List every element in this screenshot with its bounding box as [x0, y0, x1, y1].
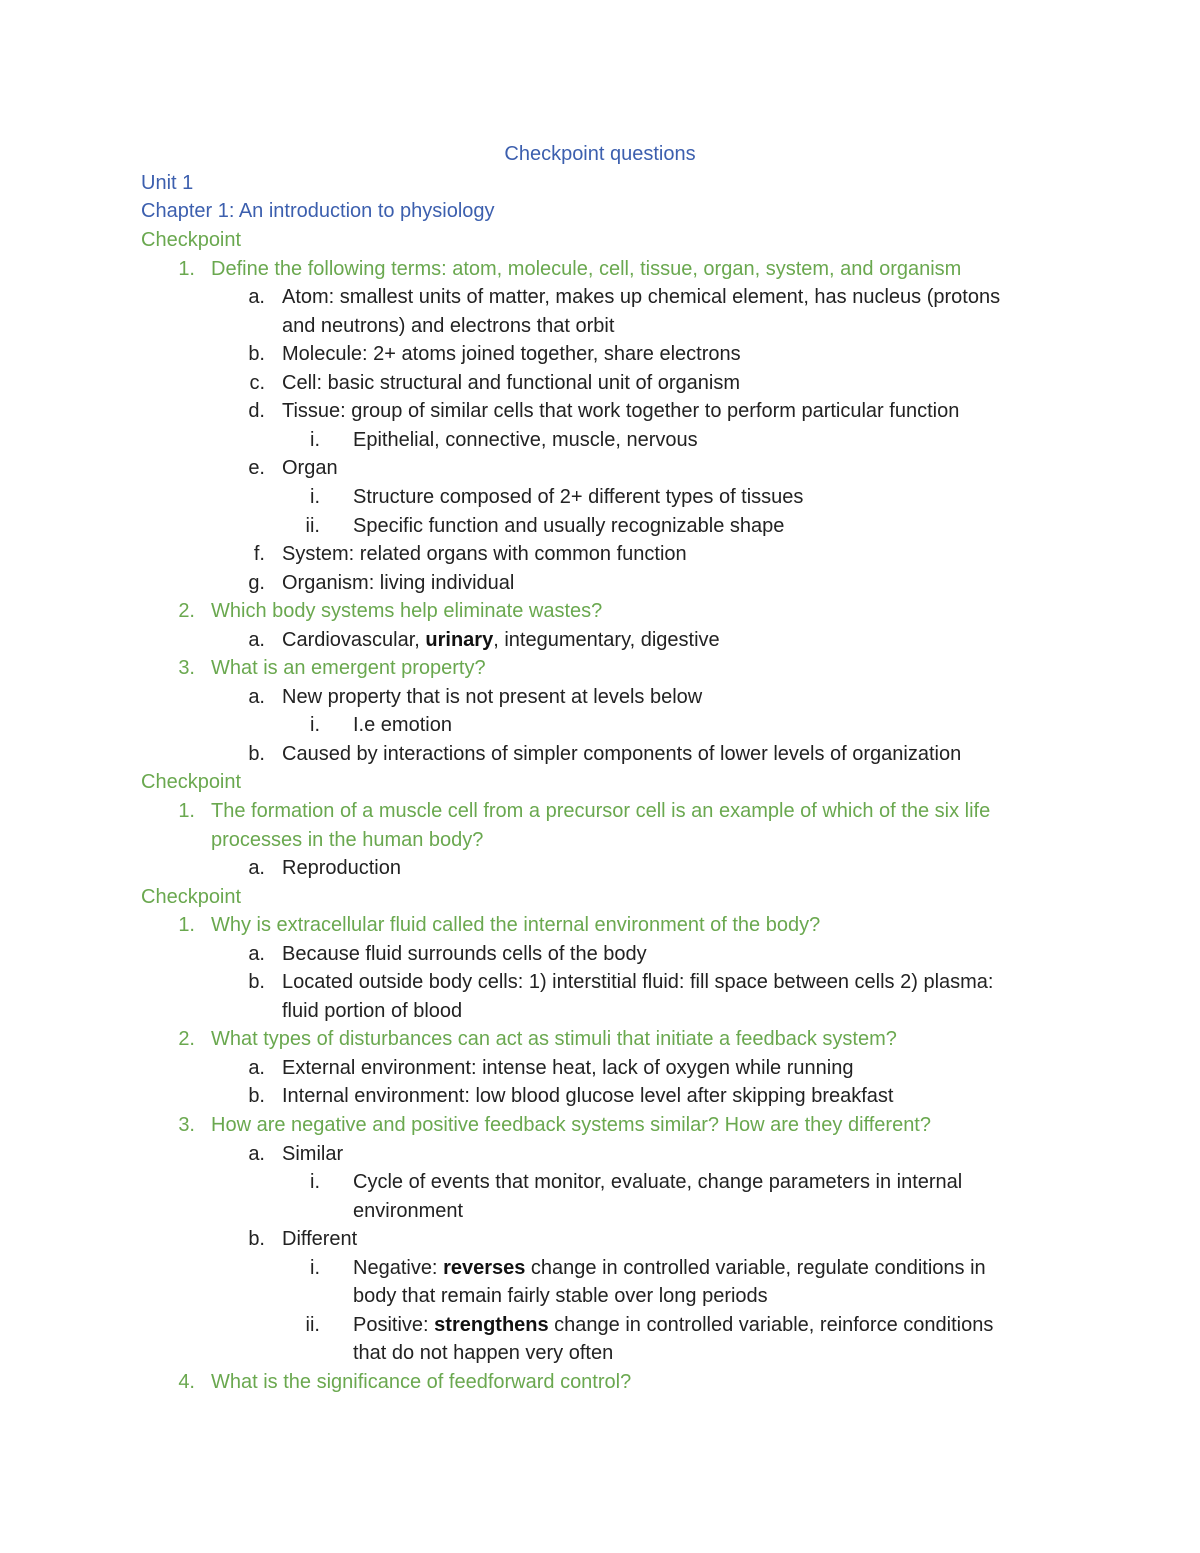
- answer-text: Organism: living individual: [282, 572, 515, 594]
- answer-text: Tissue: group of similar cells that work together to perform particular function: [282, 400, 960, 422]
- answer-text: System: related organs with common function: [282, 543, 687, 565]
- answer-marker: a.: [248, 686, 265, 708]
- sub-answer-text: I.e emotion: [353, 714, 452, 736]
- answer-text: Organ: [282, 457, 338, 479]
- text-run: Cardiovascular,: [282, 629, 426, 651]
- answer-text: External environment: intense heat, lack of oxygen while running: [282, 1057, 854, 1079]
- question-number: 1.: [178, 914, 195, 936]
- question-text: Define the following terms: atom, molecule, cell, tissue, organ, system, and organism: [211, 258, 962, 280]
- answer-marker: a.: [248, 286, 265, 308]
- question-text: What types of disturbances can act as stimuli that initiate a feedback system?: [211, 1028, 897, 1050]
- answer-text: Because fluid surrounds cells of the body: [282, 943, 647, 965]
- answer-text: and neutrons) and electrons that orbit: [282, 315, 615, 337]
- answer-marker: a.: [248, 857, 265, 879]
- text-run: , integumentary, digestive: [493, 629, 720, 651]
- answer-marker: a.: [248, 943, 265, 965]
- answer-marker: a.: [248, 1143, 265, 1165]
- checkpoint-heading: Checkpoint: [141, 886, 242, 908]
- question-text: How are negative and positive feedback systems similar? How are they different?: [211, 1114, 931, 1136]
- sub-answer-text: that do not happen very often: [353, 1342, 614, 1364]
- text-run: Positive:: [353, 1314, 435, 1336]
- answer-marker: c.: [249, 372, 265, 394]
- answer-text: Similar: [282, 1143, 344, 1165]
- answer-text: Caused by interactions of simpler components of lower levels of organization: [282, 743, 962, 765]
- answer-marker: d.: [248, 400, 265, 422]
- question-number: 1.: [178, 800, 195, 822]
- unit-heading: Unit 1: [141, 172, 194, 194]
- sub-answer-text: Structure composed of 2+ different types of tissues: [353, 486, 804, 508]
- checkpoint-heading: Checkpoint: [141, 771, 242, 793]
- answer-marker: b.: [248, 743, 265, 765]
- document-title: Checkpoint questions: [504, 143, 696, 165]
- bold-term: urinary: [425, 629, 494, 651]
- sub-answer-text: [353, 1254, 986, 1282]
- answer-text: fluid portion of blood: [282, 1000, 463, 1022]
- question-text: What is the significance of feedforward control?: [211, 1371, 632, 1393]
- question-text: The formation of a muscle cell from a precursor cell is an example of which of the six life: [211, 800, 991, 822]
- sub-answer-text: environment: [353, 1200, 464, 1222]
- sub-answer-text: body that remain fairly stable over long periods: [353, 1285, 768, 1307]
- answer-text: Located outside body cells: 1) interstitial fluid: fill space between cells 2) plasma:: [282, 971, 994, 993]
- text-run: change in controlled variable, regulate conditions in: [525, 1257, 986, 1279]
- question-text: What is an emergent property?: [211, 657, 486, 679]
- sub-answer-marker: ii.: [305, 1314, 320, 1336]
- question-number: 2.: [178, 1028, 195, 1050]
- question-number: 1.: [178, 258, 195, 280]
- bold-term: strengthens: [434, 1314, 549, 1336]
- sub-answer-text: Epithelial, connective, muscle, nervous: [353, 429, 698, 451]
- answer-text: [282, 626, 720, 654]
- question-number: 3.: [178, 1114, 195, 1136]
- answer-marker: b.: [248, 343, 265, 365]
- chapter-heading: Chapter 1: An introduction to physiology: [141, 200, 495, 222]
- sub-answer-marker: i.: [310, 714, 320, 736]
- sub-answer-marker: i.: [310, 1171, 320, 1193]
- bold-term: reverses: [443, 1257, 526, 1279]
- answer-marker: a.: [248, 1057, 265, 1079]
- question-number: 2.: [178, 600, 195, 622]
- answer-marker: b.: [248, 971, 265, 993]
- answer-text: Molecule: 2+ atoms joined together, share electrons: [282, 343, 741, 365]
- sub-answer-text: Cycle of events that monitor, evaluate, change parameters in internal: [353, 1171, 963, 1193]
- sub-answer-text: [353, 1311, 993, 1339]
- text-run: change in controlled variable, reinforce conditions: [548, 1314, 994, 1336]
- answer-text: Atom: smallest units of matter, makes up chemical element, has nucleus (protons: [282, 286, 1001, 308]
- question-text: Which body systems help eliminate wastes?: [211, 600, 603, 622]
- answer-marker: e.: [248, 457, 265, 479]
- sub-answer-marker: ii.: [305, 515, 320, 537]
- question-text: processes in the human body?: [211, 829, 484, 851]
- sub-answer-marker: i.: [310, 486, 320, 508]
- question-number: 3.: [178, 657, 195, 679]
- answer-marker: a.: [248, 629, 265, 651]
- answer-text: New property that is not present at levels below: [282, 686, 703, 708]
- answer-marker: b.: [248, 1085, 265, 1107]
- answer-marker: f.: [253, 543, 265, 565]
- answer-marker: b.: [248, 1228, 265, 1250]
- checkpoint-heading: Checkpoint: [141, 229, 242, 251]
- question-number: 4.: [178, 1371, 195, 1393]
- question-text: Why is extracellular fluid called the internal environment of the body?: [211, 914, 821, 936]
- sub-answer-marker: i.: [310, 429, 320, 451]
- sub-answer-text: Specific function and usually recognizable shape: [353, 515, 785, 537]
- answer-text: Internal environment: low blood glucose level after skipping breakfast: [282, 1085, 894, 1107]
- answer-text: Different: [282, 1228, 358, 1250]
- answer-text: Cell: basic structural and functional unit of organism: [282, 372, 741, 394]
- text-run: Negative:: [353, 1257, 444, 1279]
- sub-answer-marker: i.: [310, 1257, 320, 1279]
- answer-marker: g.: [248, 572, 265, 594]
- answer-text: Reproduction: [282, 857, 401, 879]
